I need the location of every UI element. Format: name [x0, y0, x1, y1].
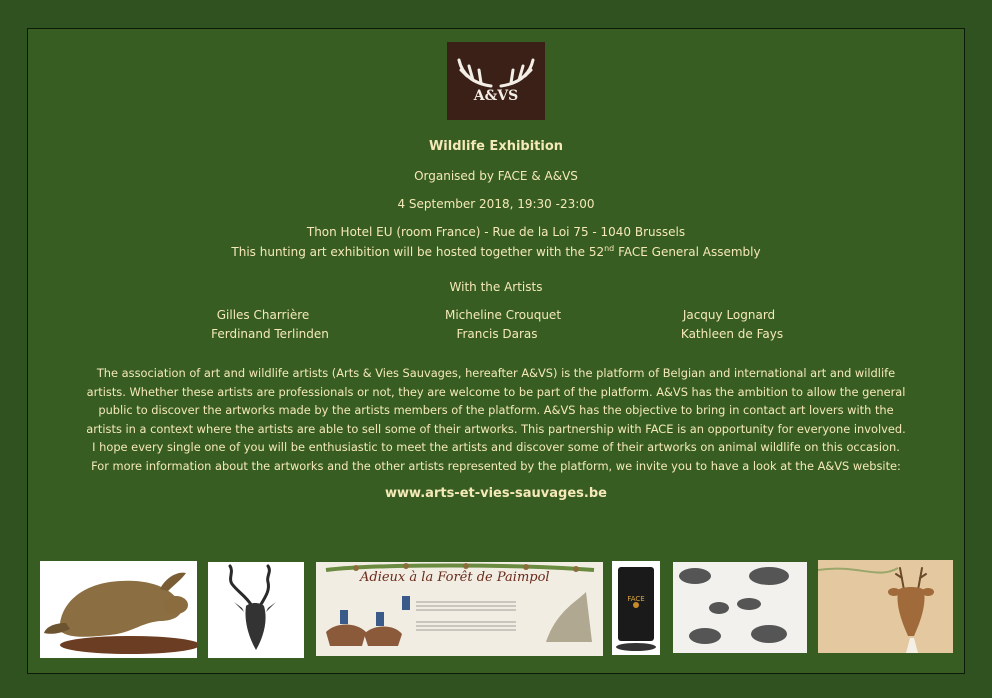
avs-logo — [447, 42, 545, 120]
hare-sculpture-image — [40, 561, 197, 658]
artist-name: Kathleen de Fays — [680, 327, 784, 341]
organised-by: Organised by FACE & A&VS — [414, 169, 578, 183]
event-title: Wildlife Exhibition — [428, 139, 564, 154]
roe-deer-painting — [818, 560, 953, 653]
artist-name: Jacquy Lognard — [682, 308, 776, 322]
about-line: public to discover the artworks made by the artists members of the platform. A&VS has the objective to bring in contact art lovers with the — [98, 403, 894, 417]
event-date: 4 September 2018, 19:30 -23:00 — [397, 197, 595, 211]
about-line: I hope every single one of you will be enthusiastic to meet the artists and discover some of their artworks on animal wildlife on this occasion. — [92, 440, 900, 454]
hosted-suffix: FACE General Assembly — [614, 245, 761, 259]
about-line: For more information about the artworks and the other artists represented by the platform, we invite you to have a look at the A&VS website: — [91, 458, 901, 473]
artists-heading: With the Artists — [449, 280, 543, 294]
kudu-head-image — [208, 562, 304, 658]
hosted-prefix: This hunting art exhibition will be hosted together with the 52 — [231, 245, 605, 259]
event-venue: Thon Hotel EU (room France) - Rue de la Loi 75 - 1040 Brussels — [306, 225, 686, 239]
website-link[interactable]: www.arts-et-vies-sauvages.be — [385, 486, 607, 501]
artist-name: Micheline Crouquet — [444, 308, 562, 322]
hosted-sup: nd — [604, 244, 615, 253]
about-paragraph — [74, 364, 918, 475]
about-line: artists. Whether these artists are professionals or not, they are welcome to be part of the platform. A&VS has the ambition to allow the general — [86, 384, 906, 399]
artist-name: Francis Daras — [456, 327, 538, 341]
about-line: artists in a context where the artists are able to sell some of their artworks. This partnership with FACE is an opportunity for everyone involved. — [86, 421, 906, 436]
face-lantern-image — [612, 561, 660, 655]
about-line: The association of art and wildlife artists (Arts & Vies Sauvages, hereafter A&VS) is the platform of Belgian and international art and wildlife — [96, 366, 896, 380]
logo-text: A&VS — [473, 88, 519, 104]
artist-name: Gilles Charrière — [216, 308, 310, 322]
artist-name: Ferdinand Terlinden — [211, 327, 329, 341]
lantern-label: FACE — [627, 595, 645, 603]
event-hosted — [0, 244, 992, 259]
hunting-scene-painting — [316, 562, 603, 656]
boar-sketches-image — [673, 562, 807, 653]
painting-caption: Adieux à la Forêt de Paimpol — [360, 570, 550, 585]
